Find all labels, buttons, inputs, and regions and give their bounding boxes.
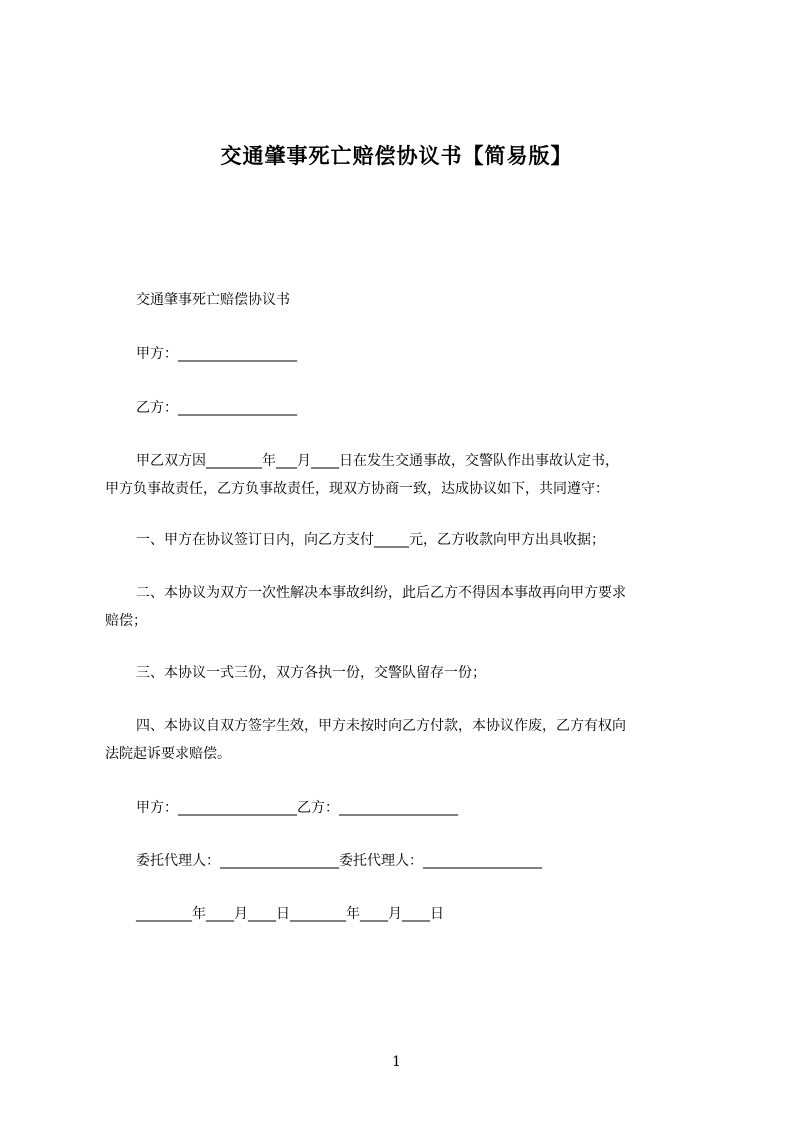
- agreement-subtitle: 交通肇事死亡赔偿协议书: [136, 292, 290, 308]
- clause-4: [105, 712, 705, 768]
- party-b-line: 乙方：_________________: [136, 400, 297, 416]
- clause-2-line-1: 二、本协议为双方一次性解决本事故纠纷，此后乙方不得因本事故再向甲方要求: [136, 585, 626, 601]
- signature-dates: ________年____月____日________年____月____日: [136, 906, 444, 922]
- party-a-line: 甲方：_________________: [136, 346, 297, 362]
- clause-3: 三、本协议一式三份，双方各执一份，交警队留存一份；: [136, 665, 486, 681]
- clause-2-line-2: 赔偿；: [105, 613, 147, 629]
- clause-4-line-2: 法院起诉要求赔偿。: [105, 746, 231, 762]
- signature-agents: 委托代理人：_________________委托代理人：_________________: [136, 853, 542, 869]
- intro-paragraph: [105, 447, 705, 503]
- intro-line-1: 甲乙双方因________年___月____日在发生交通事故，交警队作出事故认定书，: [136, 453, 619, 469]
- clause-4-line-1: 四、本协议自双方签字生效，甲方未按时向乙方付款，本协议作废，乙方有权向: [136, 718, 626, 734]
- signature-parties: 甲方：_________________乙方：_________________: [136, 800, 458, 816]
- clause-1: 一、甲方在协议签订日内，向乙方支付_____元，乙方收款向甲方出具收据；: [136, 532, 605, 548]
- intro-line-2: 甲方负事故责任，乙方负事故责任，现双方协商一致，达成协议如下，共同遵守：: [105, 481, 609, 497]
- page-number: 1: [392, 1054, 401, 1070]
- document-title: 交通肇事死亡赔偿协议书【简易版】: [220, 144, 573, 168]
- clause-2: [105, 579, 705, 635]
